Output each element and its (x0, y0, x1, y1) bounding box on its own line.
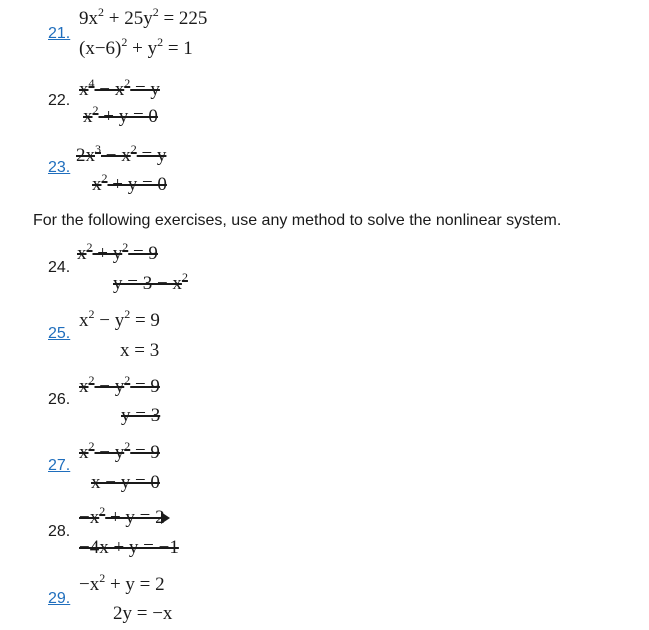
equation-26-1: $x^2 - y^2 = 9$ (79, 372, 160, 397)
equation-29-2: 2y = −x (113, 603, 173, 624)
exercise-number-28: 28. (48, 523, 71, 540)
exercise-number-24: 24. (48, 259, 71, 276)
equation-25-1: $x^2 - y^2 = 9$ (79, 306, 160, 331)
equation-23-2: $x^2 + y = 0$ (92, 170, 167, 195)
exercise-number-26: 26. (48, 391, 71, 408)
exercise-link-21[interactable]: 21. (48, 25, 71, 42)
equation-21-2: $(x-6)^2 + y^2 = 1$ (79, 34, 193, 59)
equation-21-1: $9x^2 + 25y^2 = 225$ (79, 4, 208, 29)
equation-25-2: x = 3 (120, 340, 160, 361)
equation-24-2: $y = 3 - x^2$ (113, 269, 188, 294)
equation-22-2: $x^2 + y = 0$ (83, 102, 158, 127)
equation-24-1: $x^2 + y^2 = 9$ (77, 239, 158, 264)
exercise-link-23[interactable]: 23. (48, 159, 71, 176)
exercise-link-25[interactable]: 25. (48, 325, 71, 342)
equation-29-1: $-x^2 + y = 2$ (79, 570, 165, 595)
equation-23-1: $2x^3 - x^2 = y$ (76, 141, 167, 166)
arrow-head-icon (161, 512, 170, 524)
equation-28-1: $-x^2 + y = 2$ (79, 507, 170, 529)
exercise-link-29[interactable]: 29. (48, 590, 71, 607)
equation-27-1: $x^2 - y^2 = 9$ (79, 438, 160, 463)
exercise-link-27[interactable]: 27. (48, 457, 71, 474)
equation-28-2: −4x + y = −1 (79, 537, 179, 558)
exercise-number-22: 22. (48, 92, 71, 109)
equation-22-1: $x^4 - x^2 = y$ (79, 75, 160, 100)
equation-26-2: y = 3 (121, 405, 161, 426)
instruction-text: For the following exercises, use any method to solve the nonlinear system. (33, 212, 562, 229)
equation-27-2: x − y = 0 (91, 472, 160, 493)
